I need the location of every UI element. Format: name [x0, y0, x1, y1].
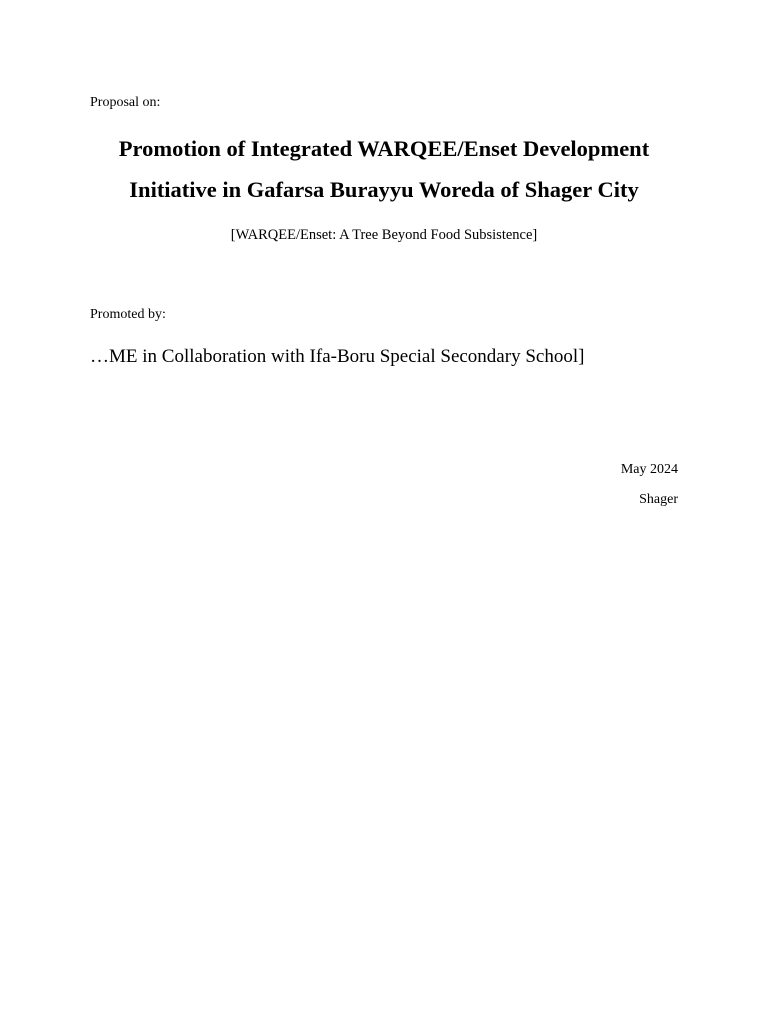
document-place: Shager	[639, 492, 678, 507]
title-line-2: Initiative in Gafarsa Burayyu Woreda of Shager City	[129, 177, 639, 202]
promoted-by-label: Promoted by:	[90, 307, 166, 322]
title-line-1: Promotion of Integrated WARQEE/Enset Development	[118, 136, 650, 161]
proposal-label: Proposal on:	[90, 95, 161, 110]
date-place-block	[621, 455, 678, 515]
promoter-text: …ME in Collaboration with Ifa-Boru Special Secondary School]	[90, 346, 585, 367]
document-title	[0, 128, 768, 210]
document-subtitle: [WARQEE/Enset: A Tree Beyond Food Subsistence]	[230, 227, 538, 243]
document-date: May 2024	[620, 462, 678, 477]
